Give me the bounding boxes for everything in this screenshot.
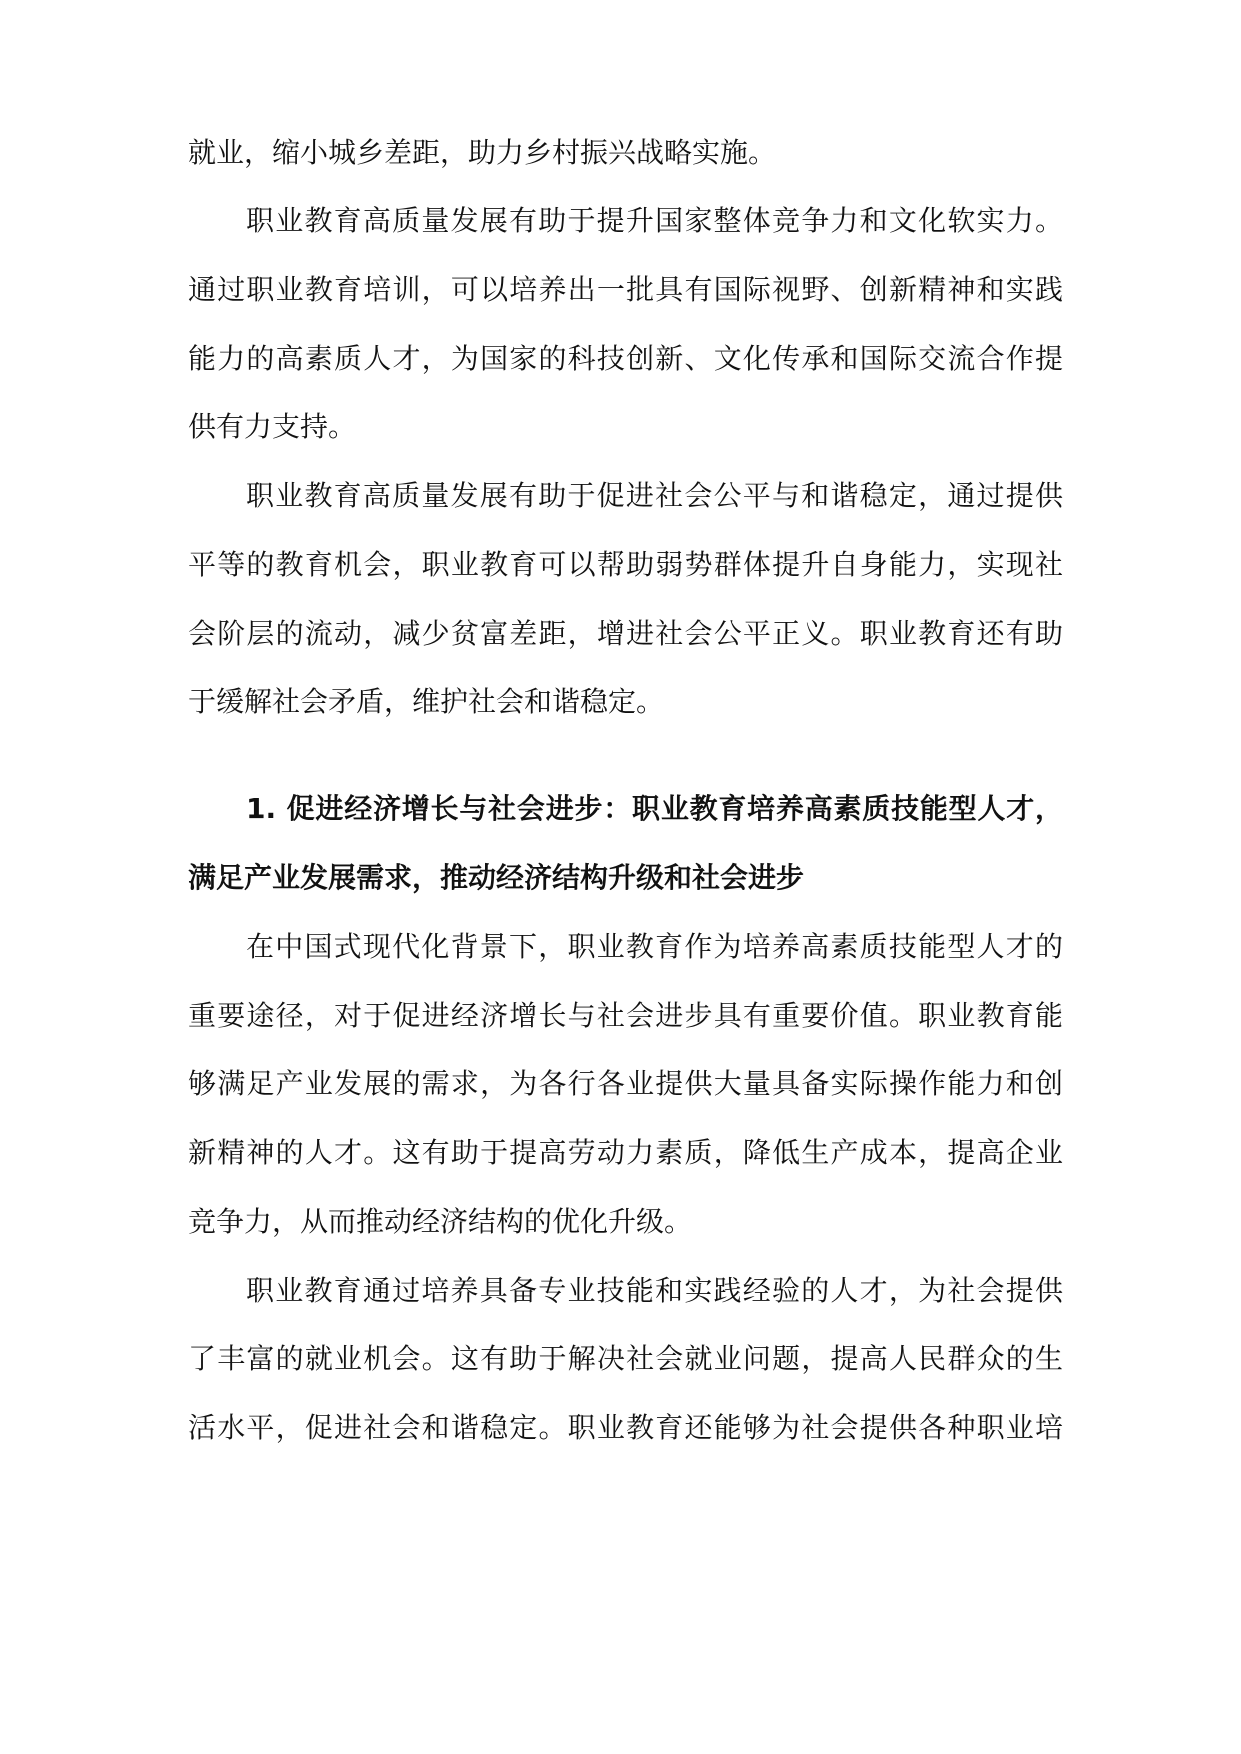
paragraph-line: 活水平，促进社会和谐稳定。职业教育还能够为社会提供各种职业培 bbox=[188, 1411, 1063, 1444]
paragraph-line: 职业教育通过培养具备专业技能和实践经验的人才，为社会提供 bbox=[246, 1274, 1063, 1307]
paragraph-line: 竞争力，从而推动经济结构的优化升级。 bbox=[188, 1205, 693, 1238]
paragraph-line: 供有力支持。 bbox=[188, 410, 357, 443]
paragraph-line: 够满足产业发展的需求，为各行各业提供大量具备实际操作能力和创 bbox=[188, 1067, 1063, 1100]
paragraph-line: 新精神的人才。这有助于提高劳动力素质，降低生产成本，提高企业 bbox=[188, 1136, 1063, 1169]
paragraph-line: 通过职业教育培训，可以培养出一批具有国际视野、创新精神和实践 bbox=[188, 273, 1063, 306]
paragraph-line: 在中国式现代化背景下，职业教育作为培养高素质技能型人才的 bbox=[246, 930, 1063, 963]
section-heading: 1. 促进经济增长与社会进步：职业教育培养高素质技能型人才， bbox=[246, 792, 1063, 825]
section-heading: 满足产业发展需求，推动经济结构升级和社会进步 bbox=[188, 861, 805, 894]
paragraph-line: 了丰富的就业机会。这有助于解决社会就业问题，提高人民群众的生 bbox=[188, 1342, 1063, 1375]
paragraph-line: 会阶层的流动，减少贫富差距，增进社会公平正义。职业教育还有助 bbox=[188, 617, 1063, 650]
paragraph-line: 重要途径，对于促进经济增长与社会进步具有重要价值。职业教育能 bbox=[188, 999, 1063, 1032]
paragraph-line: 就业，缩小城乡差距，助力乡村振兴战略实施。 bbox=[188, 136, 777, 169]
paragraph-line: 职业教育高质量发展有助于提升国家整体竞争力和文化软实力。 bbox=[246, 204, 1063, 237]
paragraph-line: 职业教育高质量发展有助于促进社会公平与和谐稳定，通过提供 bbox=[246, 479, 1063, 512]
paragraph-line: 于缓解社会矛盾，维护社会和谐稳定。 bbox=[188, 685, 665, 718]
paragraph-line: 平等的教育机会，职业教育可以帮助弱势群体提升自身能力，实现社 bbox=[188, 548, 1063, 581]
paragraph-line: 能力的高素质人才，为国家的科技创新、文化传承和国际交流合作提 bbox=[188, 342, 1063, 375]
